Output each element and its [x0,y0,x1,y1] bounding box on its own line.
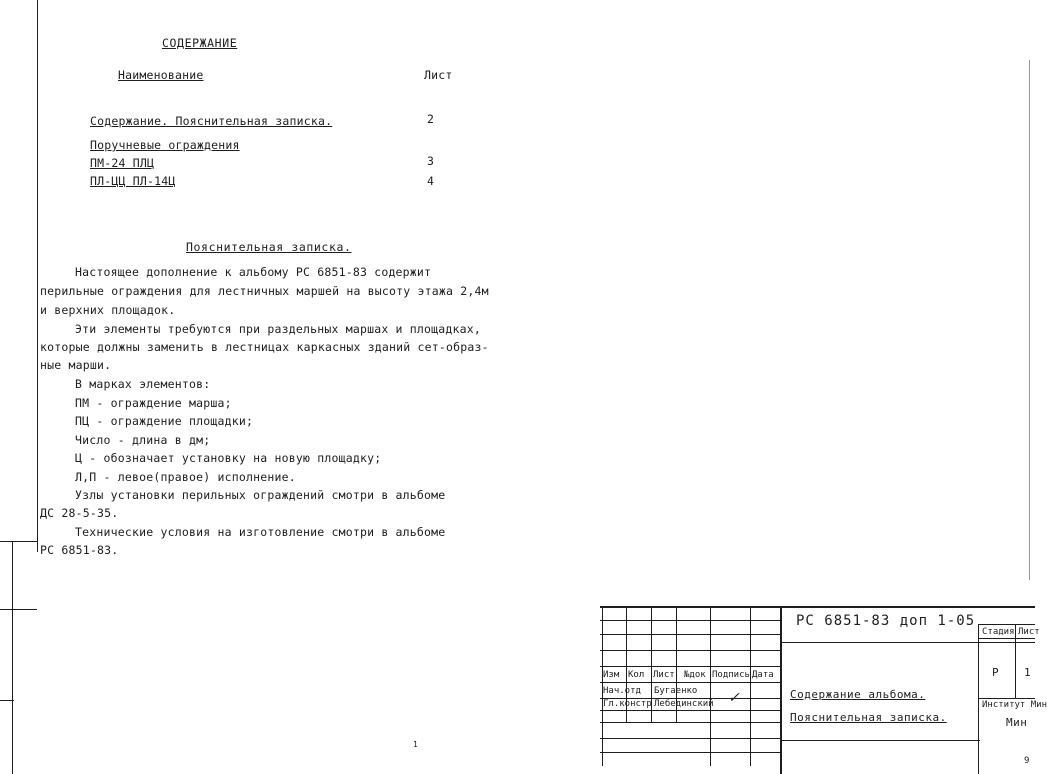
contents-row-name: Поручневые ограждения [90,138,240,152]
contents-row-sheet: 4 [427,174,435,188]
note-line: Узлы установки перильных ограждений смотри в альбоме [75,488,446,502]
stamp-role1: Нач.отд [603,686,641,696]
contents-row-name: Содержание. Пояснительная записка. [90,114,333,128]
signature-mark: ✓ [728,690,740,706]
note-line: Ц - обозначает установку на новую площадку; [75,451,382,465]
note-line: которые должны заменить в лестницах каркасных зданий сет-образ- [40,340,489,354]
note-line: Настоящее дополнение к альбому РС 6851-83 содержит [75,265,432,279]
contents-row-name: ПЛ-ЦЦ ПЛ-14Ц [90,174,176,188]
note-line: ПМ - ограждение марша; [75,396,232,410]
note-line: ДС 28-5-35. [40,506,119,520]
left-border-line [37,0,38,552]
stamp-header-list: Лист [653,670,675,680]
note-line: ПЦ - ограждение площадки; [75,414,254,428]
note-line: Эти элементы требуются при раздельных маршах и площадках, [75,322,482,336]
stamp-org-short: Мин [1006,716,1028,729]
left-strip-mid2 [0,700,14,701]
note-line: В марках элементов: [75,377,211,391]
contents-col-sheet: Лист [424,68,453,82]
stamp-role2: Гл.констр [603,699,652,709]
stamp-col-sheet: Лист [1018,627,1040,637]
note-line: Технические условия на изготовление смотри в альбоме [75,525,446,539]
stamp-title-line1: Содержание альбома. [790,688,926,701]
note-line: РС 6851-83. [40,543,119,557]
stamp-header-date: Дата [752,670,774,680]
stamp-org-line: Институт Мин [982,700,1047,710]
note-line: Л,П - левое(правое) исполнение. [75,470,296,484]
note-line: ные марши. [40,358,112,372]
stamp-sheet-value: 1 [1024,666,1032,679]
stamp-name1: Бугаенко [654,686,698,696]
stamp-header-kol: Кол [628,670,645,680]
note-line: и верхних площадок. [40,303,176,317]
stamp-bottom-num: 9 [1024,756,1030,766]
note-title: Пояснительная записка. [186,240,352,254]
stamp-name2: Лебединский [654,699,714,709]
contents-title: СОДЕРЖАНИЕ [162,36,238,50]
stamp-header-izm: Изм [603,670,620,680]
contents-row-sheet: 2 [427,112,435,126]
left-strip-top [0,541,37,542]
stamp-stage-value: Р [992,666,1000,679]
note-line: перильные ограждения для лестничных маршей на высоту этажа 2,4м [40,284,489,298]
stamp-code: РС 6851-83 доп 1-05 [796,613,976,629]
page-mark: 1 [413,740,418,749]
stamp-col-stage: Стадия [982,627,1015,637]
contents-col-name: Наименование [118,68,204,82]
left-strip-vert [12,541,13,774]
left-strip-mid1 [0,609,37,610]
contents-row-sheet: 3 [427,154,435,168]
stamp-header-sign: Подпись [712,670,750,680]
contents-row-name: ПМ-24 ПЛЦ [90,156,155,170]
stamp-title-line2: Пояснительная записка. [790,711,947,724]
note-line: Число - длина в дм; [75,433,211,447]
right-edge-line [1029,60,1030,580]
stamp-header-doc: №док [684,670,706,680]
